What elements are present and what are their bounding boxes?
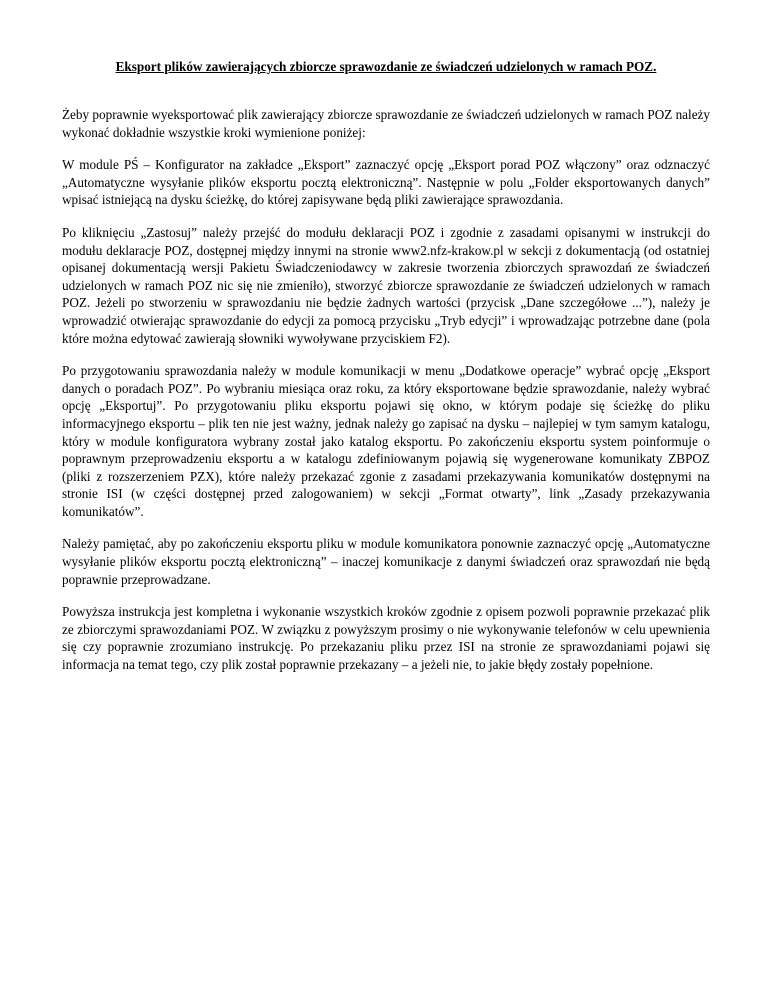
paragraph-summary: Powyższa instrukcja jest kompletna i wykonanie wszystkich kroków zgodnie z opisem pozwoli poprawnie przekazać plik ze zbiorczymi sprawozdaniami POZ. W związku z powyższym prosimy o nie wykonywanie telefonów w celu upewnienia się czy poprawnie zrozumiano instrukcję. Po przekazaniu pliku przez ISI na stronie ze sprawozdaniami pojawi się informacja na temat tego, czy plik został poprawnie przekazany – a jeżeli nie, to jakie błędy zostały popełnione.: [62, 604, 710, 673]
paragraph-reminder: Należy pamiętać, aby po zakończeniu eksportu pliku w module komunikatora ponownie zaznaczyć opcję „Automatyczne wysyłanie plików eksportu pocztą elektroniczną” – inaczej komunikacje z danymi świadczeń oraz sprawozdań nie będą poprawnie przeprowadzane.: [62, 536, 710, 587]
paragraph-export: Po przygotowaniu sprawozdania należy w module komunikacji w menu „Dodatkowe operacje” wybrać opcję „Eksport danych o poradach POZ”. Po wybraniu miesiąca oraz roku, za który eksportowane będzie sprawozdanie, należy wybrać opcję „Eksportuj”. Po przygotowaniu pliku eksportu pojawi się okno, w którym podaje się ścieżkę do pliku informacyjnego eksportu – plik ten nie jest ważny, jednak należy go zapisać na dysku – najlepiej w tym samym katalogu, który w module konfiguratora wybrany został jako katalog eksportu. Po zakończeniu eksportu system poinformuje o poprawnym przeprowadzeniu eksportu a w katalogu zdefiniowanym pojawią się wygenerowane komunikaty ZBPOZ (pliki z rozszerzeniem PZX), które należy przekazać zgonie z zasadami przekazywania komunikatów dostępnymi na stronie ISI (w części dostępnej przed zalogowaniem) w sekcji „Format otwarty”, link „Zasady przekazywania komunikatów”.: [62, 363, 710, 519]
paragraph-configurator: W module PŚ – Konfigurator na zakładce „Eksport” zaznaczyć opcję „Eksport porad POZ włączony” oraz odznaczyć „Automatyczne wysyłanie plików eksportu pocztą elektroniczną”. Następnie w polu „Folder eksportowanych danych” wpisać istniejącą na dysku ścieżkę, do której zapisywane będą pliki zawierające sprawozdania.: [62, 157, 710, 208]
paragraph-declarations: Po kliknięciu „Zastosuj” należy przejść do modułu deklaracji POZ i zgodnie z zasadami opisanymi w instrukcji do modułu deklaracje POZ, dostępnej między innymi na stronie www2.nfz-krakow.pl w sekcji z dokumentacją (od ostatniej opisanej dokumentacją wersji Pakietu Świadczeniodawcy w zakresie tworzenia zbiorczych sprawozdań ze świadczeń udzielonych w ramach POZ nic się nie zmieniło), stworzyć zbiorcze sprawozdanie ze świadczeń udzielonych w ramach POZ. Jeżeli po stworzeniu w sprawozdaniu nie będzie żadnych wartości (przycisk „Dane szczegółowe ...”), należy je wprowadzić otwierając sprawozdanie do edycji za pomocą przycisku „Tryb edycji” i wprowadzając potrzebne dane (pola które można edytować zawierają słowniki wywoływane przyciskiem F2).: [62, 224, 710, 346]
document-title: Eksport plików zawierających zbiorcze sprawozdanie ze świadczeń udzielonych w ramach POZ.: [115, 59, 657, 74]
paragraph-intro: Żeby poprawnie wyeksportować plik zawierający zbiorcze sprawozdanie ze świadczeń udzielonych w ramach POZ należy wykonać dokładnie wszystkie kroki wymienione poniżej:: [62, 107, 710, 140]
document-page: [62, 58, 710, 674]
